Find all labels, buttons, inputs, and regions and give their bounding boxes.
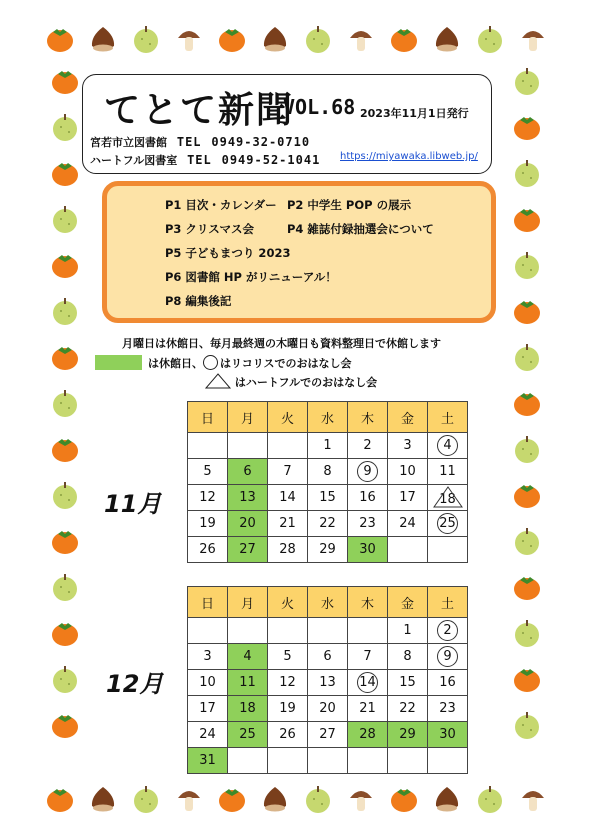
calendar-day — [388, 618, 428, 644]
calendar-day — [188, 485, 228, 511]
triangle-marker-icon — [433, 486, 463, 508]
day-number: 9 — [357, 461, 378, 482]
day-number: 22 — [319, 516, 336, 531]
persimmon-icon — [512, 664, 542, 694]
day-number: 15 — [399, 675, 416, 690]
day-number: 25 — [437, 513, 458, 534]
calendar-week-row — [188, 485, 468, 511]
calendar-day — [228, 511, 268, 537]
day-number: 7 — [283, 464, 292, 479]
calendar-day — [348, 511, 388, 537]
day-number: 18 — [239, 701, 256, 716]
closing-rule-notice: 月曜日は休館日、毎月最終週の木曜日も資料整理日で休館します — [122, 337, 441, 350]
day-number: 19 — [279, 701, 296, 716]
mushroom-icon — [346, 24, 376, 54]
chestnut-icon — [432, 784, 462, 814]
day-number: 24 — [399, 516, 416, 531]
mushroom-icon — [174, 24, 204, 54]
day-number: 20 — [319, 701, 336, 716]
toc-line-2 — [165, 221, 434, 237]
weekday-header: 木 — [348, 587, 388, 618]
pear-icon — [512, 342, 542, 372]
day-number: 17 — [199, 701, 216, 716]
weekday-header-row — [188, 402, 468, 433]
pear-icon — [50, 204, 80, 234]
day-number: 13 — [239, 490, 256, 505]
pear-icon — [50, 572, 80, 602]
calendar-day — [228, 618, 268, 644]
persimmon-icon — [512, 112, 542, 142]
pear-icon — [512, 158, 542, 188]
calendar-day — [308, 459, 348, 485]
persimmon-icon — [50, 526, 80, 556]
day-number: 3 — [203, 649, 212, 664]
persimmon-icon — [217, 24, 247, 54]
pear-icon — [475, 24, 505, 54]
calendar-day — [268, 433, 308, 459]
day-number: 6 — [323, 649, 332, 664]
pear-icon — [50, 664, 80, 694]
day-number: 28 — [279, 542, 296, 557]
toc-p6: P6 図書館 HP がリニューアル！ — [165, 270, 337, 284]
calendar-day — [388, 748, 428, 774]
weekday-header: 日 — [188, 402, 228, 433]
day-number: 30 — [439, 727, 456, 742]
calendar-day — [428, 670, 468, 696]
library-main-tel: 0949-32-0710 — [211, 135, 311, 149]
table-of-contents — [102, 181, 496, 323]
pear-icon — [131, 784, 161, 814]
calendar-day — [188, 459, 228, 485]
month-label-november: 11月 — [104, 490, 162, 518]
calendar-day — [268, 537, 308, 563]
day-number: 12 — [199, 490, 216, 505]
calendar-week-row — [188, 722, 468, 748]
persimmon-icon — [512, 572, 542, 602]
day-number: 11 — [239, 675, 256, 690]
day-number: 30 — [359, 542, 376, 557]
day-number: 21 — [359, 701, 376, 716]
persimmon-icon — [50, 710, 80, 740]
calendar-day — [308, 511, 348, 537]
calendar-day — [188, 433, 228, 459]
calendar-day — [228, 670, 268, 696]
persimmon-icon — [512, 388, 542, 418]
library-branch-contact — [90, 152, 320, 168]
calendar-day — [268, 511, 308, 537]
calendar-day — [268, 670, 308, 696]
calendar-day — [428, 537, 468, 563]
day-number: 25 — [239, 727, 256, 742]
calendar-day — [228, 485, 268, 511]
calendar-day — [388, 485, 428, 511]
calendar-day — [388, 644, 428, 670]
persimmon-icon — [50, 434, 80, 464]
calendar-day — [188, 696, 228, 722]
calendar-day — [268, 618, 308, 644]
toc-line-1 — [165, 197, 412, 213]
calendar-day — [268, 459, 308, 485]
weekday-header: 火 — [268, 402, 308, 433]
persimmon-icon — [389, 784, 419, 814]
day-number: 5 — [283, 649, 292, 664]
day-number: 17 — [399, 490, 416, 505]
calendar-day — [308, 485, 348, 511]
day-number: 21 — [279, 516, 296, 531]
pear-icon — [131, 24, 161, 54]
calendar-day — [228, 433, 268, 459]
issue-date: 2023年11月1日発行 — [360, 107, 469, 120]
mushroom-icon — [518, 24, 548, 54]
day-number: 26 — [199, 542, 216, 557]
persimmon-icon — [512, 296, 542, 326]
calendar-day — [388, 459, 428, 485]
day-number: 2 — [363, 438, 372, 453]
calendar-day — [308, 670, 348, 696]
chestnut-icon — [260, 784, 290, 814]
toc-p1: P1 目次・カレンダー — [165, 198, 277, 212]
weekday-header: 木 — [348, 402, 388, 433]
calendar-day — [188, 748, 228, 774]
weekday-header: 土 — [428, 402, 468, 433]
website-link[interactable]: https://miyawaka.libweb.jp/ — [340, 151, 478, 162]
calendar-day — [308, 433, 348, 459]
day-number: 4 — [243, 649, 252, 664]
toc-p5: P5 子どもまつり 2023 — [165, 246, 291, 260]
weekday-header: 水 — [308, 587, 348, 618]
mushroom-icon — [518, 784, 548, 814]
persimmon-icon — [50, 250, 80, 280]
calendar-day — [428, 696, 468, 722]
day-number: 29 — [399, 727, 416, 742]
toc-p2: P2 中学生 POP の展示 — [287, 198, 412, 212]
calendar-day — [428, 748, 468, 774]
day-number: 29 — [319, 542, 336, 557]
pear-icon — [475, 784, 505, 814]
legend-triangle-text: はハートフルでのおはなし会 — [234, 376, 378, 389]
calendar-day — [228, 459, 268, 485]
day-number: 12 — [279, 675, 296, 690]
day-number: 8 — [323, 464, 332, 479]
day-number: 3 — [403, 438, 412, 453]
persimmon-icon — [50, 158, 80, 188]
chestnut-icon — [260, 24, 290, 54]
chestnut-icon — [432, 24, 462, 54]
library-main-contact — [90, 134, 310, 150]
legend-closed-text: は休館日、 — [148, 357, 203, 370]
day-number: 18 — [433, 488, 463, 508]
day-number: 23 — [439, 701, 456, 716]
persimmon-icon — [512, 204, 542, 234]
calendar-day — [308, 537, 348, 563]
calendar-day — [348, 433, 388, 459]
calendar-day — [348, 537, 388, 563]
day-number: 16 — [439, 675, 456, 690]
persimmon-icon — [389, 24, 419, 54]
newsletter-title: てとて新聞 — [104, 90, 295, 131]
day-number: 14 — [279, 490, 296, 505]
day-number: 27 — [239, 542, 256, 557]
calendar-day — [188, 722, 228, 748]
calendar-day — [428, 433, 468, 459]
legend-circle-text: はリコリスでのおはなし会 — [220, 357, 352, 370]
day-number: 6 — [243, 464, 252, 479]
calendar-day — [228, 696, 268, 722]
calendar-day — [268, 748, 308, 774]
day-number: 14 — [357, 672, 378, 693]
day-number: 23 — [359, 516, 376, 531]
pear-icon — [303, 24, 333, 54]
day-number: 31 — [199, 753, 216, 768]
calendar-week-row — [188, 748, 468, 774]
legend-line-1 — [148, 355, 352, 371]
day-number: 8 — [403, 649, 412, 664]
day-number: 11 — [439, 464, 456, 479]
day-number: 13 — [319, 675, 336, 690]
volume-number: VOL.68 — [283, 95, 356, 119]
pear-icon — [512, 526, 542, 556]
toc-p4: P4 雑誌付録抽選会について — [287, 222, 434, 236]
persimmon-icon — [45, 784, 75, 814]
persimmon-icon — [50, 342, 80, 372]
calendar-day — [388, 537, 428, 563]
day-number: 4 — [437, 435, 458, 456]
day-number: 10 — [399, 464, 416, 479]
calendar-day — [428, 618, 468, 644]
calendar-day — [348, 670, 388, 696]
pear-icon — [512, 434, 542, 464]
day-number: 1 — [323, 438, 332, 453]
pear-icon — [50, 388, 80, 418]
chestnut-icon — [88, 784, 118, 814]
calendar-week-row — [188, 537, 468, 563]
day-number: 1 — [403, 623, 412, 638]
weekday-header: 月 — [228, 587, 268, 618]
day-number: 9 — [437, 646, 458, 667]
mushroom-icon — [346, 784, 376, 814]
calendar-day — [268, 485, 308, 511]
calendar-day — [308, 748, 348, 774]
calendar-day — [188, 644, 228, 670]
day-number: 7 — [363, 649, 372, 664]
library-main-tel-label: TEL — [176, 135, 202, 149]
calendar-december — [187, 586, 468, 774]
calendar-day — [428, 644, 468, 670]
weekday-header: 土 — [428, 587, 468, 618]
calendar-day — [188, 511, 228, 537]
calendar-day — [428, 459, 468, 485]
calendar-week-row — [188, 511, 468, 537]
pear-icon — [303, 784, 333, 814]
calendar-day — [348, 722, 388, 748]
library-main-name: 宮若市立図書館 — [90, 136, 167, 149]
calendar-week-row — [188, 670, 468, 696]
calendar-day — [228, 537, 268, 563]
day-number: 2 — [437, 620, 458, 641]
library-branch-tel: 0949-52-1041 — [221, 153, 321, 167]
calendar-day — [228, 748, 268, 774]
pear-icon — [512, 250, 542, 280]
calendar-day — [188, 537, 228, 563]
library-branch-tel-label: TEL — [187, 153, 212, 167]
calendar-week-row — [188, 696, 468, 722]
calendar-week-row — [188, 644, 468, 670]
calendar-day — [228, 644, 268, 670]
pear-icon — [50, 296, 80, 326]
day-number: 22 — [399, 701, 416, 716]
day-number: 15 — [319, 490, 336, 505]
pear-icon — [512, 618, 542, 648]
weekday-header-row — [188, 587, 468, 618]
day-number: 20 — [239, 516, 256, 531]
calendar-day — [268, 696, 308, 722]
persimmon-icon — [45, 24, 75, 54]
weekday-header: 金 — [388, 587, 428, 618]
calendar-day — [388, 696, 428, 722]
day-number: 28 — [359, 727, 376, 742]
day-number: 5 — [203, 464, 212, 479]
pear-icon — [50, 112, 80, 142]
weekday-header: 水 — [308, 402, 348, 433]
calendar-day — [228, 722, 268, 748]
calendar-week-row — [188, 433, 468, 459]
calendar-day — [388, 433, 428, 459]
calendar-day — [268, 644, 308, 670]
calendar-day — [308, 722, 348, 748]
calendar-day — [348, 485, 388, 511]
weekday-header: 火 — [268, 587, 308, 618]
day-number: 16 — [359, 490, 376, 505]
calendar-day — [308, 696, 348, 722]
calendar-day — [428, 485, 468, 511]
persimmon-icon — [512, 480, 542, 510]
day-number: 27 — [319, 727, 336, 742]
day-number: 10 — [199, 675, 216, 690]
weekday-header: 日 — [188, 587, 228, 618]
calendar-day — [348, 644, 388, 670]
weekday-header: 金 — [388, 402, 428, 433]
calendar-day — [348, 459, 388, 485]
library-branch-name: ハートフル図書室 — [90, 154, 178, 167]
persimmon-icon — [217, 784, 247, 814]
calendar-day — [188, 670, 228, 696]
calendar-day — [268, 722, 308, 748]
calendar-day — [348, 618, 388, 644]
mushroom-icon — [174, 784, 204, 814]
calendar-day — [428, 511, 468, 537]
weekday-header: 月 — [228, 402, 268, 433]
calendar-day — [388, 511, 428, 537]
triangle-icon — [205, 373, 231, 389]
day-number: 26 — [279, 727, 296, 742]
circle-icon — [203, 355, 218, 370]
calendar-day — [388, 722, 428, 748]
persimmon-icon — [50, 66, 80, 96]
legend-line-2 — [205, 373, 377, 390]
chestnut-icon — [88, 24, 118, 54]
closed-legend-swatch — [95, 355, 142, 370]
day-number: 19 — [199, 516, 216, 531]
calendar-week-row — [188, 618, 468, 644]
calendar-day — [388, 670, 428, 696]
persimmon-icon — [50, 618, 80, 648]
calendar-day — [188, 618, 228, 644]
calendar-november — [187, 401, 468, 563]
calendar-day — [308, 644, 348, 670]
pear-icon — [512, 710, 542, 740]
pear-icon — [512, 66, 542, 96]
calendar-day — [308, 618, 348, 644]
day-number: 24 — [199, 727, 216, 742]
calendar-day — [348, 696, 388, 722]
pear-icon — [50, 480, 80, 510]
toc-p8: P8 編集後記 — [165, 294, 232, 308]
calendar-day — [348, 748, 388, 774]
calendar-day — [428, 722, 468, 748]
toc-p3: P3 クリスマス会 — [165, 222, 254, 236]
calendar-week-row — [188, 459, 468, 485]
month-label-december: 12月 — [106, 670, 164, 698]
